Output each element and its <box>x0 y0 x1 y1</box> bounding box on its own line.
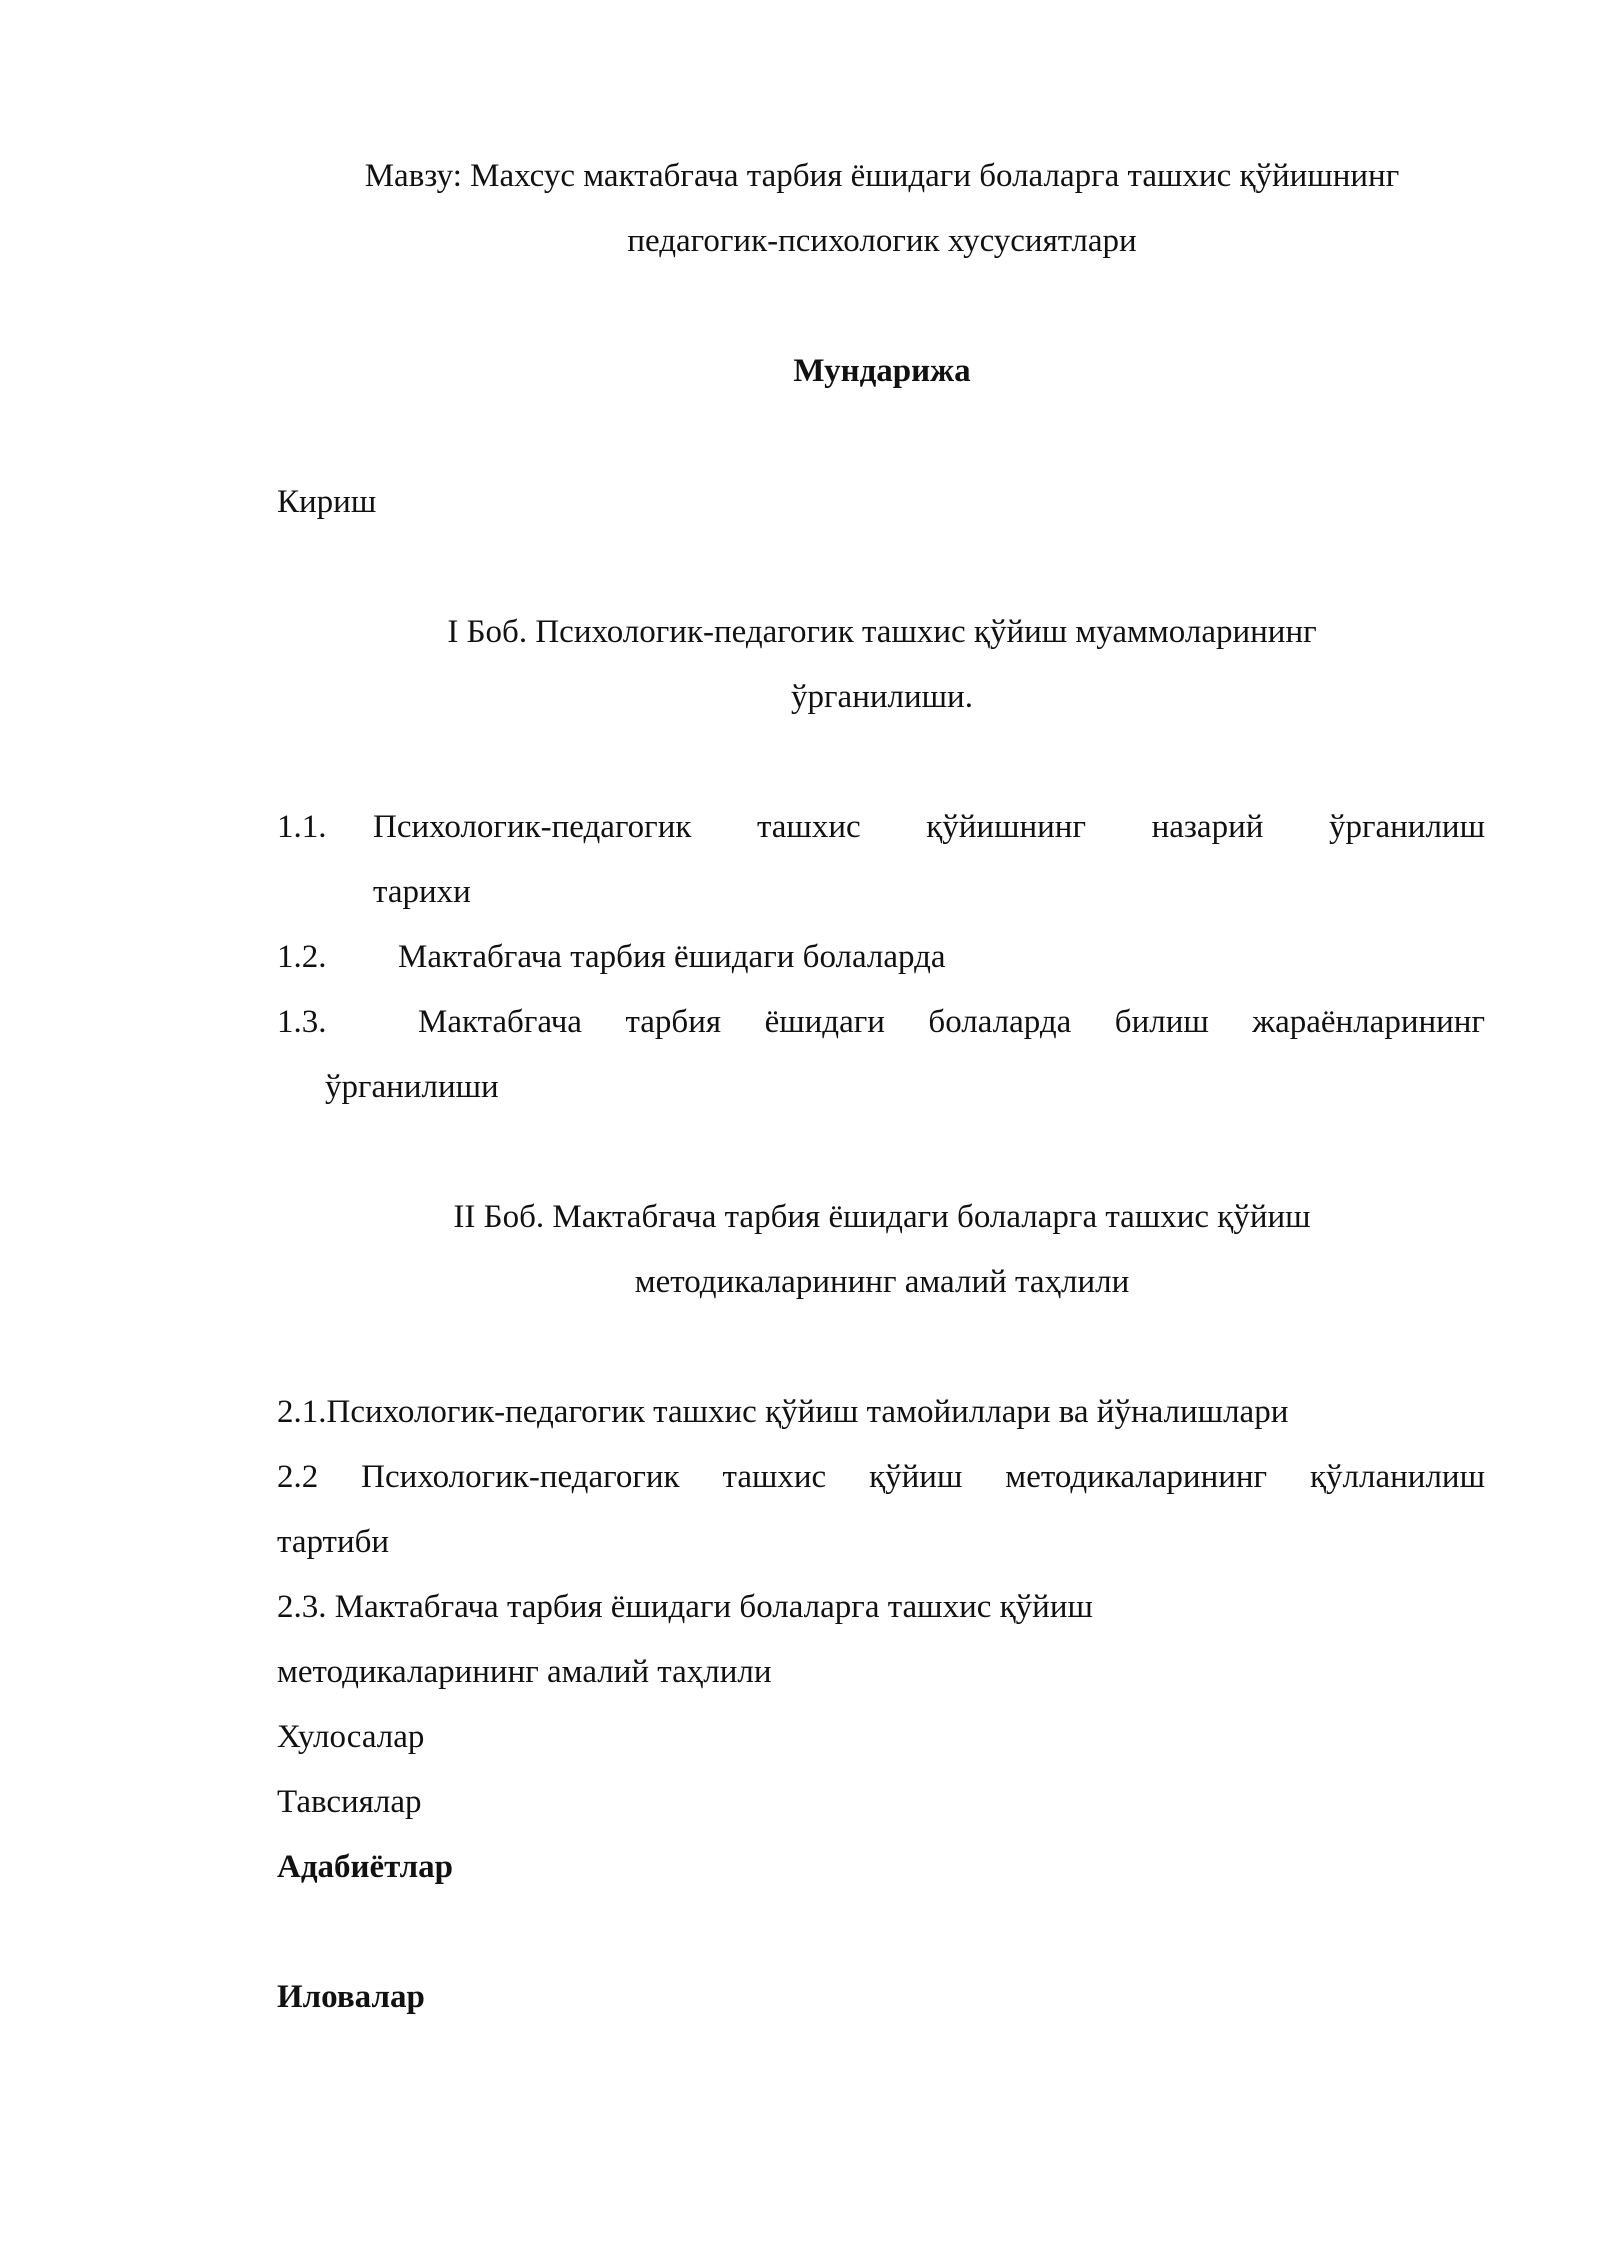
toc-intro: Кириш <box>277 484 377 520</box>
toc-recommendations: Тавсиялар <box>277 1784 422 1820</box>
toc-item-1-2-line-1: Мактабгача тарбия ёшидаги болаларда <box>398 939 946 975</box>
toc-item-2-3-line-2: методикаларининг амалий таҳлили <box>277 1654 772 1690</box>
toc-item-number: 1.3. <box>277 1004 327 1040</box>
chapter-2-title-line-1: II Боб. Мактабгача тарбия ёшидаги болаларга ташхис қўйиш <box>453 1199 1311 1235</box>
chapter-1-title-line-1: I Боб. Психологик-педагогик ташхис қўйиш муаммоларининг <box>447 614 1317 650</box>
toc-item-1-1-line-2: тарихи <box>373 874 471 910</box>
toc-appendices: Иловалар <box>277 1979 425 2015</box>
toc-conclusions: Хулосалар <box>277 1719 425 1755</box>
chapter-1-title-line-2: ўрганилиши. <box>791 679 973 715</box>
topic-title-line-2: педагогик-психологик хусусиятлари <box>627 223 1137 259</box>
toc-item-number: 1.1. <box>277 809 327 845</box>
toc-item-1-1-line-1: Психологик-педагогик ташхис қўйишнинг назарий ўрганилиш <box>373 809 1485 845</box>
toc-item-2-1: 2.1.Психологик-педагогик ташхис қўйиш тамойиллари ва йўналишлари <box>277 1394 1289 1430</box>
toc-item-number: 1.2. <box>277 939 327 975</box>
topic-title-line-1: Мавзу: Махсус мактабгача тарбия ёшидаги болаларга ташхис қўйишнинг <box>364 158 1400 194</box>
toc-literature: Адабиётлар <box>277 1849 453 1885</box>
toc-heading: Мундарижа <box>793 353 971 389</box>
toc-item-1-3-line-2: ўрганилиши <box>325 1069 499 1105</box>
toc-item-2-2-line-1: 2.2 Психологик-педагогик ташхис қўйиш методикаларининг қўлланилиш <box>277 1459 1485 1495</box>
toc-item-2-2-line-2: тартиби <box>277 1524 390 1560</box>
toc-item-2-3-line-1: 2.3. Мактабгача тарбия ёшидаги болаларга ташхис қўйиш <box>277 1589 1093 1625</box>
chapter-2-title-line-2: методикаларининг амалий таҳлили <box>634 1264 1130 1300</box>
toc-item-1-3-line-1: Мактабгача тарбия ёшидаги болаларда билиш жараёнларининг <box>418 1004 1485 1040</box>
